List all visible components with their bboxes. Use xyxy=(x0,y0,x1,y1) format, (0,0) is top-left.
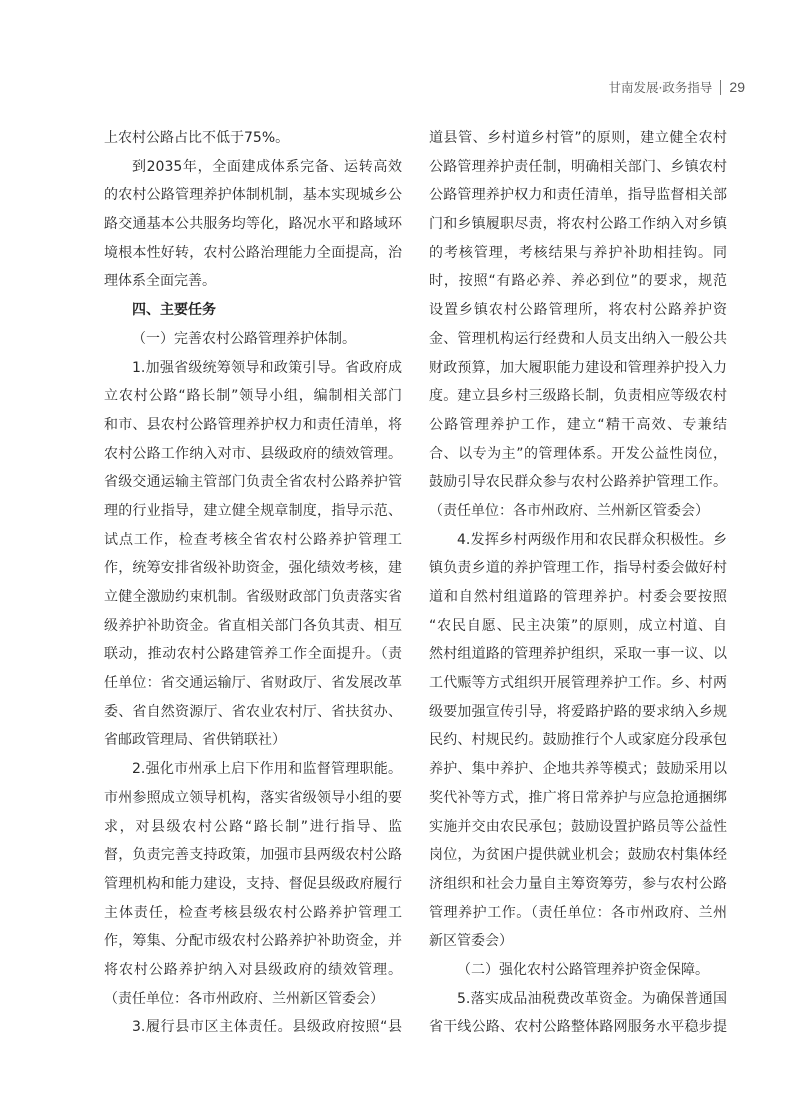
text-line: 道和自然村组道路的管理养护。村委会要按照 xyxy=(429,589,727,605)
text-line: 实施并交由农民承包；鼓励设置护路员等公益性 xyxy=(429,818,727,835)
text-line: “农民自愿、民主决策”的原则，成立村道、自 xyxy=(429,617,727,634)
text-line: 公路管理养护工作，建立“精干高效、专兼结 xyxy=(429,416,727,433)
text-line: 民约、村规民约。鼓励推行个人或家庭分段承包 xyxy=(429,732,727,749)
text-line: 省干线公路、农村公路整体路网服务水平稳步提 xyxy=(429,1019,727,1036)
text-line: （责任单位：各市州政府、兰州新区管委会） xyxy=(104,990,384,1007)
text-line: 金、管理机构运行经费和人员支出纳入一般公共 xyxy=(429,330,727,347)
text-line: 省邮政管理局、省供销联社） xyxy=(104,732,286,749)
text-line: 路交通基本公共服务均等化，路况水平和路域环 xyxy=(104,216,402,233)
text-line: 作，统筹安排省级补助资金，强化绩效考核，建 xyxy=(104,560,402,577)
text-line: 镇负责乡道的养护管理工作，指导村委会做好村 xyxy=(429,560,727,577)
text-line: 奖代补等方式，推广将日常养护与应急抢通捆绑 xyxy=(429,789,727,806)
text-line: 岗位，为贫困户提供就业机会；鼓励农村集体经 xyxy=(429,847,727,864)
text-line: 上农村公路占比不低于75%。 xyxy=(104,130,290,146)
text-line: 将农村公路养护纳入对县级政府的绩效管理。 xyxy=(104,961,402,978)
text-line: 2.强化市州承上启下作用和监督管理职能。 xyxy=(132,761,402,778)
text-line: 理体系全面完善。 xyxy=(104,273,216,290)
text-line: 级养护补助资金。省直相关部门各负其责、相互 xyxy=(104,617,402,634)
left-text-column xyxy=(104,124,402,1042)
right-text-column xyxy=(429,124,727,1042)
text-line: 管理养护工作。（责任单位：各市州政府、兰州 xyxy=(429,904,727,921)
text-line: 联动，推动农村公路建管养工作全面提升。（责 xyxy=(104,646,402,663)
running-header xyxy=(608,77,745,97)
text-line: 管理机构和能力建设，支持、督促县级政府履行 xyxy=(104,875,402,892)
text-line: 工代赈等方式组织开展管理养护工作。乡、村两 xyxy=(429,675,727,692)
text-line: 主体责任，检查考核县级农村公路养护管理工 xyxy=(104,904,402,921)
text-line: 然村组道路的管理养护组织，采取一事一议、以 xyxy=(429,646,727,663)
text-line: 任单位：省交通运输厅、省财政厅、省发展改革 xyxy=(104,675,402,692)
text-line: 求，对县级农村公路“路长制”进行指导、监 xyxy=(104,818,402,835)
text-line: （二）强化农村公路管理养护资金保障。 xyxy=(457,961,709,978)
text-line: 济组织和社会力量自主筹资筹劳，参与农村公路 xyxy=(429,875,727,892)
text-line: 作，筹集、分配市级农村公路养护补助资金，并 xyxy=(104,933,402,950)
text-line: 5.落实成品油税费改革资金。为确保普通国 xyxy=(457,990,727,1007)
text-line: 省级交通运输主管部门负责全省农村公路养护管 xyxy=(104,474,402,491)
text-line: 门和乡镇履职尽责，将农村公路工作纳入对乡镇 xyxy=(429,216,727,233)
text-line: 财政预算，加大履职能力建设和管理养护投入力 xyxy=(429,359,727,376)
text-line: 设置乡镇农村公路管理所，将农村公路养护资 xyxy=(429,302,727,319)
text-line: 养护、集中养护、企地共养等模式；鼓励采用以 xyxy=(429,761,727,778)
text-line: 试点工作，检查考核全省农村公路养护管理工 xyxy=(104,531,402,548)
text-line: 理的行业指导，建立健全规章制度，指导示范、 xyxy=(104,502,402,519)
text-line: 督，负责完善支持政策，加强市县两级农村公路 xyxy=(104,847,402,864)
text-line: 1.加强省级统筹领导和政策引导。省政府成 xyxy=(132,359,402,376)
text-line: 市州参照成立领导机构，落实省级领导小组的要 xyxy=(104,789,402,806)
text-line: 道县管、乡村道乡村管”的原则，建立健全农村 xyxy=(429,130,727,146)
text-line: 的考核管理，考核结果与养护补助相挂钩。同 xyxy=(429,244,727,261)
text-line: 度。建立县乡村三级路长制，负责相应等级农村 xyxy=(429,388,727,405)
text-line: 农村公路工作纳入对市、县级政府的绩效管理。 xyxy=(104,445,402,462)
text-line: 到2035年，全面建成体系完备、运转高效 xyxy=(132,158,402,175)
text-line: 级要加强宣传引导，将爱路护路的要求纳入乡规 xyxy=(429,703,727,720)
text-line: 公路管理养护权力和责任清单，指导监督相关部 xyxy=(429,187,727,204)
text-line: 立农村公路“路长制”领导小组，编制相关部门 xyxy=(104,388,402,405)
text-line: （责任单位：各市州政府、兰州新区管委会） xyxy=(429,502,709,519)
section-heading: 四、主要任务 xyxy=(132,302,216,319)
text-line: 合、以专为主”的管理体系。开发公益性岗位， xyxy=(429,445,727,462)
text-line: 时，按照“有路必养、养必到位”的要求，规范 xyxy=(429,273,727,290)
text-line: 公路管理养护责任制，明确相关部门、乡镇农村 xyxy=(429,158,727,175)
header-title: 甘南发展·政务指导 xyxy=(608,80,713,95)
text-line: 鼓励引导农民群众参与农村公路养护管理工作。 xyxy=(429,474,727,491)
text-line: （一）完善农村公路管理养护体制。 xyxy=(132,330,356,347)
text-line: 立健全激励约束机制。省级财政部门负责落实省 xyxy=(104,589,402,605)
text-line: 的农村公路管理养护体制机制，基本实现城乡公 xyxy=(104,187,402,204)
page-number: 29 xyxy=(729,79,745,95)
text-line: 委、省自然资源厅、省农业农村厅、省扶贫办、 xyxy=(104,703,402,720)
text-line: 新区管委会） xyxy=(429,933,513,950)
header-divider xyxy=(720,80,721,95)
text-line: 4.发挥乡村两级作用和农民群众积极性。乡 xyxy=(457,531,727,548)
text-line: 境根本性好转，农村公路治理能力全面提高，治 xyxy=(104,244,402,261)
text-line: 3.履行县市区主体责任。县级政府按照“县 xyxy=(132,1019,402,1036)
text-line: 和市、县农村公路管理养护权力和责任清单，将 xyxy=(104,416,402,433)
